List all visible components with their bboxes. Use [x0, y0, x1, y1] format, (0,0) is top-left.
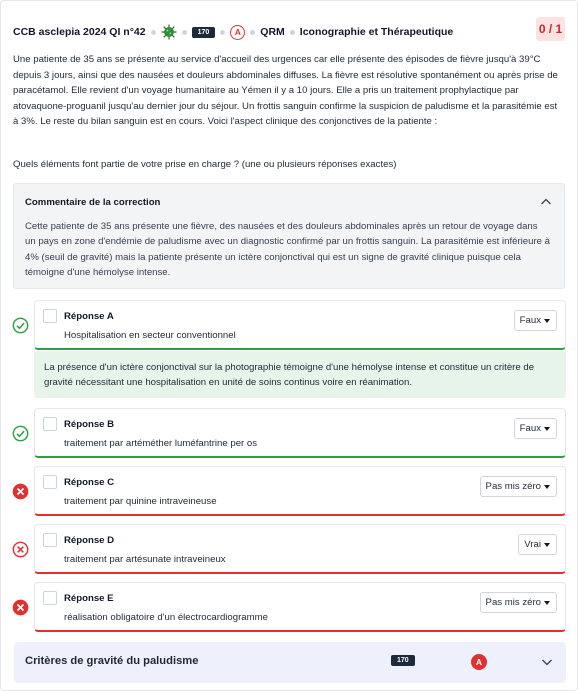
question-prompt: Quels éléments font partie de votre prise en charge ? (une ou plusieurs réponses exactes) [13, 159, 397, 170]
correction-title: Commentaire de la correction [25, 197, 161, 208]
wrong-cross-icon [12, 599, 29, 616]
separator-dot [250, 30, 255, 35]
answer-checkbox[interactable] [43, 309, 57, 323]
caret-down-icon [544, 427, 550, 431]
section-title: Critères de gravité du paludisme [25, 655, 199, 667]
rank-a-icon: A [230, 25, 245, 40]
separator-dot [220, 30, 225, 35]
separator-dot [290, 30, 295, 35]
score-badge: 0 / 1 [536, 17, 565, 41]
chevron-up-icon[interactable] [540, 196, 552, 208]
answer-select[interactable] [480, 592, 557, 613]
answer-select[interactable] [518, 534, 557, 555]
answer-label: Réponse E [64, 593, 114, 604]
question-type: QRM [260, 26, 285, 38]
answer-label: Réponse C [64, 477, 115, 488]
answer-d [34, 524, 566, 574]
answer-text: traitement par quinine intraveineuse [64, 496, 217, 507]
answer-text: traitement par artéméther luméfantrine per os [64, 438, 258, 449]
answer-explanation [34, 351, 566, 398]
correction-body: Cette patiente de 35 ans présente une fièvre, des nausées et des douleurs abdominales après un retour de voyage dans un pays en zone d'endémie de paludisme avec un diagnostic confirmé par un frottis sanguin. La parasitémie est inférieure à 4% (seuil de gravité) mais la patiente présente un ictère conjonctival qui est un signe de gravité clinique puisque cela témoigne d'une hémolyse intense. [25, 221, 551, 278]
answer-checkbox[interactable] [43, 591, 57, 605]
answer-select-value: Pas mis zéro [485, 597, 541, 608]
answer-text: Hospitalisation en secteur conventionnel [64, 330, 236, 341]
wrong-cross-outline-icon [12, 541, 29, 558]
caret-down-icon [544, 601, 550, 605]
answer-text: traitement par artésunate intraveineux [64, 554, 226, 565]
virus-icon [161, 24, 177, 40]
separator-dot [182, 30, 187, 35]
question-subject: Iconographie et Thérapeutique [299, 26, 454, 38]
chevron-down-icon[interactable] [541, 656, 553, 668]
item-number-badge: 170 [192, 27, 216, 38]
answer-label: Réponse B [64, 419, 115, 430]
answer-a [34, 300, 566, 350]
answer-select[interactable] [480, 476, 557, 497]
separator-dot [151, 30, 156, 35]
answer-select-value: Faux [519, 423, 541, 434]
answer-checkbox[interactable] [43, 475, 57, 489]
answer-select-value: Vrai [524, 539, 541, 550]
answer-explanation-text: La présence d'un ictère conjonctival sur la photographie témoigne d'une hémolyse intense et constitue un critère de gravité nécessitant une hospitalisation en unité de soins continus voire en réanimation. [44, 362, 535, 389]
correct-check-icon [12, 425, 29, 442]
answer-e [34, 582, 566, 632]
answer-text: réalisation obligatoire d'un électrocardiogramme [64, 612, 268, 623]
caret-down-icon [544, 319, 550, 323]
correction-panel [13, 183, 565, 289]
answer-select-value: Faux [519, 315, 541, 326]
wrong-cross-icon [12, 483, 29, 500]
correct-check-icon [12, 317, 29, 334]
answer-select[interactable] [514, 418, 557, 439]
item-number-badge: 170 [391, 655, 415, 666]
gravity-criteria-section[interactable] [14, 642, 566, 683]
answer-checkbox[interactable] [43, 417, 57, 431]
question-title: CCB asclepia 2024 QI n°42 [13, 26, 146, 38]
caret-down-icon [544, 485, 550, 489]
question-header [13, 17, 565, 47]
caret-down-icon [544, 543, 550, 547]
answer-select[interactable] [514, 310, 557, 331]
answer-select-value: Pas mis zéro [485, 481, 541, 492]
answer-checkbox[interactable] [43, 533, 57, 547]
answer-b [34, 408, 566, 458]
question-vignette: Une patiente de 35 ans se présente au service d'accueil des urgences car elle présente des épisodes de fièvre jusqu'à 39°C depuis 3 jours, ainsi que des nausées et douleurs abdominales diffuses. La fièvre est résolutive spontanément ou après prise de paracétamol. Elle revient d'un voyage humanitaire au Yémen il y a 10 jours. Elle a pris un traitement prophylactique par atovaquone-proguanil jusqu'au dernier jour du séjour. Un frottis sanguin confirme la suspicion de paludisme et la parasitémie est à 3%. Le reste du bilan sanguin est en cours. Voici l'aspect clinique des conjonctives de la patiente : [13, 54, 558, 127]
answer-label: Réponse D [64, 535, 115, 546]
answer-label: Réponse A [64, 311, 114, 322]
answer-c [34, 466, 566, 516]
rank-a-icon: A [471, 654, 487, 670]
